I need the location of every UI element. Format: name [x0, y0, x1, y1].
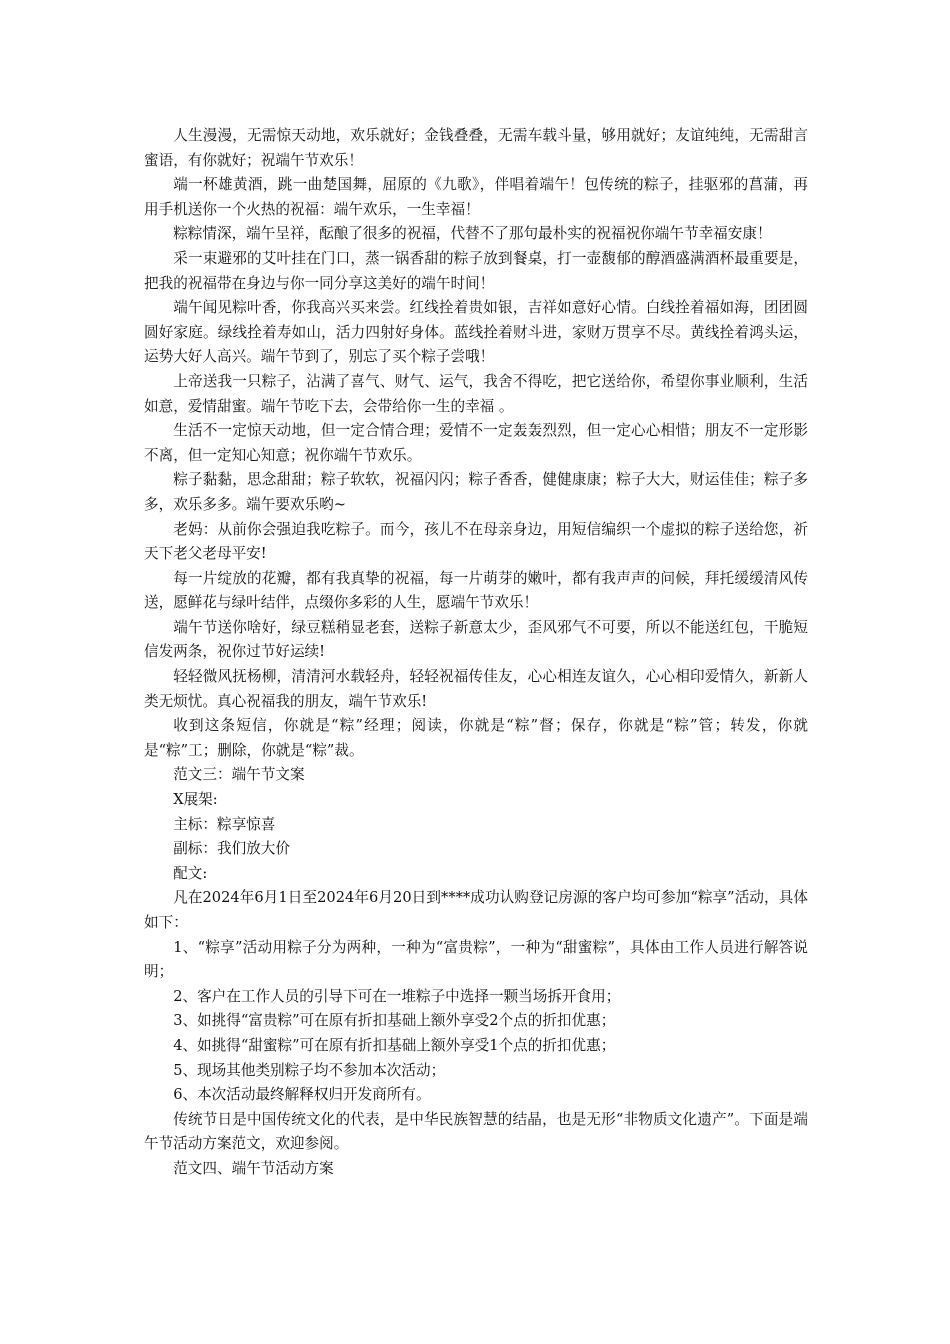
- paragraph: 上帝送我一只粽子，沾满了喜气、财气、运气，我舍不得吃，把它送给你，希望你事业顺利，生活如意，爱情甜蜜。端午节吃下去，会带给你一生的幸福 。: [144, 372, 808, 415]
- paragraph: 生活不一定惊天动地，但一定合情合理；爱情不一定轰轰烈烈，但一定心心相惜；朋友不一定形影不离，但一定知心知意；祝你端午节欢乐。: [144, 422, 808, 464]
- paragraph: 粽粽情深，端午呈祥，酝酿了很多的祝福，代替不了那句最朴实的祝福祝你端午节幸福安康！: [173, 225, 772, 243]
- paragraph: 端一杯雄黄酒，跳一曲楚国舞，屈原的《九歌》，伴唱着端午！包传统的粽子，挂驱邪的菖蒲，再用手机送你一个火热的祝福：端午欢乐，一生幸福！: [144, 176, 808, 218]
- paragraph: 每一片绽放的花瓣，都有我真挚的祝福，每一片萌芽的嫩叶，都有我声声的问候，拜托缓缓清风传送，愿鲜花与绿叶结伴，点缀你多彩的人生，愿端午节欢乐！: [144, 569, 808, 612]
- list-item: 2、客户在工作人员的引导下可在一堆粽子中选择一颗当场拆开食用；: [173, 987, 621, 1005]
- paragraph: 端午节送你啥好，绿豆糕稍显老套，送粽子新意太少，歪风邪气不可要，所以不能送红包，干脆短信发两条，祝你过节好运续!: [144, 618, 808, 661]
- document-body: [144, 124, 808, 1182]
- list-item: 1、“粽享”活动用粽子分为两种，一种为“富贵粽”，一种为“甜蜜粽”，具体由工作人员进行解答说明；: [144, 938, 808, 981]
- paragraph: 配文:: [173, 864, 208, 882]
- paragraph: 轻轻微风抚杨柳，清清河水载轻舟，轻轻祝福传佳友，心心相连友谊久，心心相印爱情久，新新人类无烦忧。真心祝福我的朋友，端午节欢乐!: [144, 668, 808, 710]
- paragraph: 凡在2024年6月1日至2024年6月20日到****成功认购登记房源的客户均可参加“粽享”活动，具体如下：: [144, 889, 808, 931]
- paragraph: 收到这条短信，你就是“粽”经理；阅读，你就是“粽”督；保存，你就是“粽”管；转发，你就是“粽”工；删除，你就是“粽”裁。: [144, 717, 808, 759]
- section-heading: 范文四、端午节活动方案: [173, 1159, 334, 1177]
- paragraph: 老妈：从前你会强迫我吃粽子。而今，孩儿不在母亲身边，用短信编织一个虚拟的粽子送给您，祈天下老父老母平安!: [144, 520, 808, 563]
- paragraph: 传统节日是中国传统文化的代表，是中华民族智慧的结晶，也是无形“非物质文化遗产”。下面是端午节活动方案范文，欢迎参阅。: [144, 1110, 808, 1153]
- list-item: 5、现场其他类别粽子均不参加本次活动；: [173, 1061, 446, 1079]
- list-item: 6、本次活动最终解释权归开发商所有。: [173, 1086, 431, 1104]
- paragraph: X展架:: [173, 791, 218, 809]
- paragraph: 端午闻见粽叶香，你我高兴买来尝。红线拴着贵如银，吉祥如意好心情。白线拴着福如海，团团圆圆好家庭。绿线拴着寿如山，活力四射好身体。蓝线拴着财斗进，家财万贯享不尽。黄线拴着鸿头运，运势大好人高兴。端午节到了，别忘了买个粽子尝哦！: [144, 299, 808, 366]
- list-item: 3、如挑得“富贵粽”可在原有折扣基础上额外享受2个点的折扣优惠；: [173, 1012, 616, 1030]
- list-item: 4、如挑得“甜蜜粽”可在原有折扣基础上额外享受1个点的折扣优惠；: [173, 1036, 616, 1054]
- paragraph: 粽子黏黏，思念甜甜；粽子软软，祝福闪闪；粽子香香，健健康康；粽子大大，财运佳佳；粽子多多，欢乐多多。端午要欢乐哟~: [144, 471, 808, 513]
- paragraph: 主标：粽享惊喜: [173, 815, 276, 833]
- paragraph: 采一束避邪的艾叶挂在门口，蒸一锅香甜的粽子放到餐桌，打一壶馥郁的醇酒盛满酒杯最重要是，把我的祝福带在身边与你一同分享这美好的端午时间！: [144, 249, 808, 292]
- section-heading: 范文三：端午节文案: [173, 766, 305, 784]
- paragraph: 人生漫漫，无需惊天动地，欢乐就好；金钱叠叠，无需车载斗量，够用就好；友谊纯纯，无需甜言蜜语，有你就好；祝端午节欢乐！: [144, 127, 808, 169]
- paragraph: 副标：我们放大价: [173, 840, 290, 858]
